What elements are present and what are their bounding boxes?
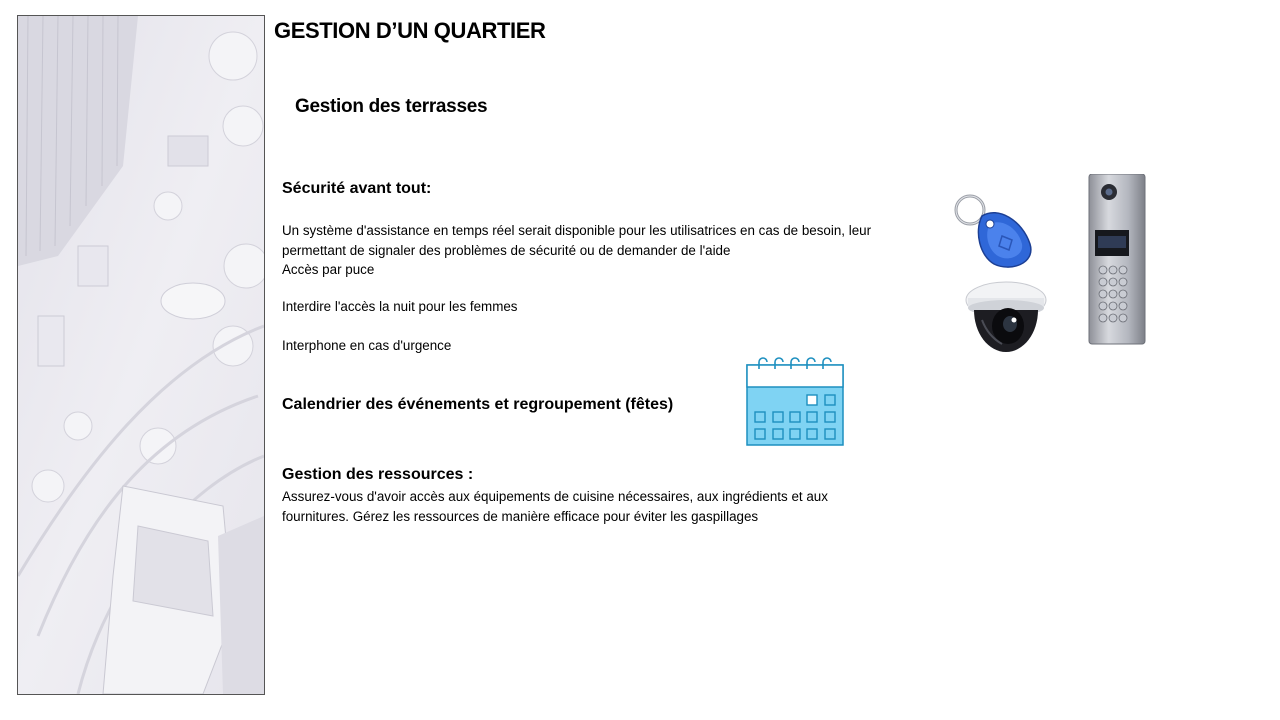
intercom-text: Interphone en cas d'urgence: [282, 338, 452, 353]
resources-line: fournitures. Gérez les ressources de manière efficace pour éviter les gaspillages: [282, 508, 759, 524]
page-subtitle: Gestion des terrasses: [295, 96, 488, 117]
calendar-heading: Calendrier des événements et regroupement (fêtes): [282, 396, 674, 413]
intercom-panel-icon: [1087, 174, 1149, 351]
page-title: GESTION D’UN QUARTIER: [274, 18, 546, 43]
resources-heading: Gestion des ressources :: [282, 466, 474, 483]
calendar-icon: [745, 356, 845, 453]
resources-paragraph: [282, 487, 828, 526]
security-line: permettant de signaler des problèmes de sécurité ou de demander de l'aide: [282, 242, 731, 258]
rfid-keyfob-icon: [950, 192, 1034, 277]
security-paragraph: [282, 221, 871, 280]
security-line: Un système d'assistance en temps réel serait disponible pour les utilisatrices en cas de besoin, leur: [282, 223, 872, 238]
security-camera-icon: [964, 280, 1048, 363]
security-line: Accès par puce: [282, 262, 375, 277]
night-access-text: Interdire l'accès la nuit pour les femmes: [282, 299, 518, 314]
resources-line: Assurez-vous d'avoir accès aux équipements de cuisine nécessaires, aux ingrédients et aux: [282, 489, 828, 504]
neighborhood-aerial-image: [17, 15, 265, 695]
security-heading: Sécurité avant tout:: [282, 180, 432, 197]
